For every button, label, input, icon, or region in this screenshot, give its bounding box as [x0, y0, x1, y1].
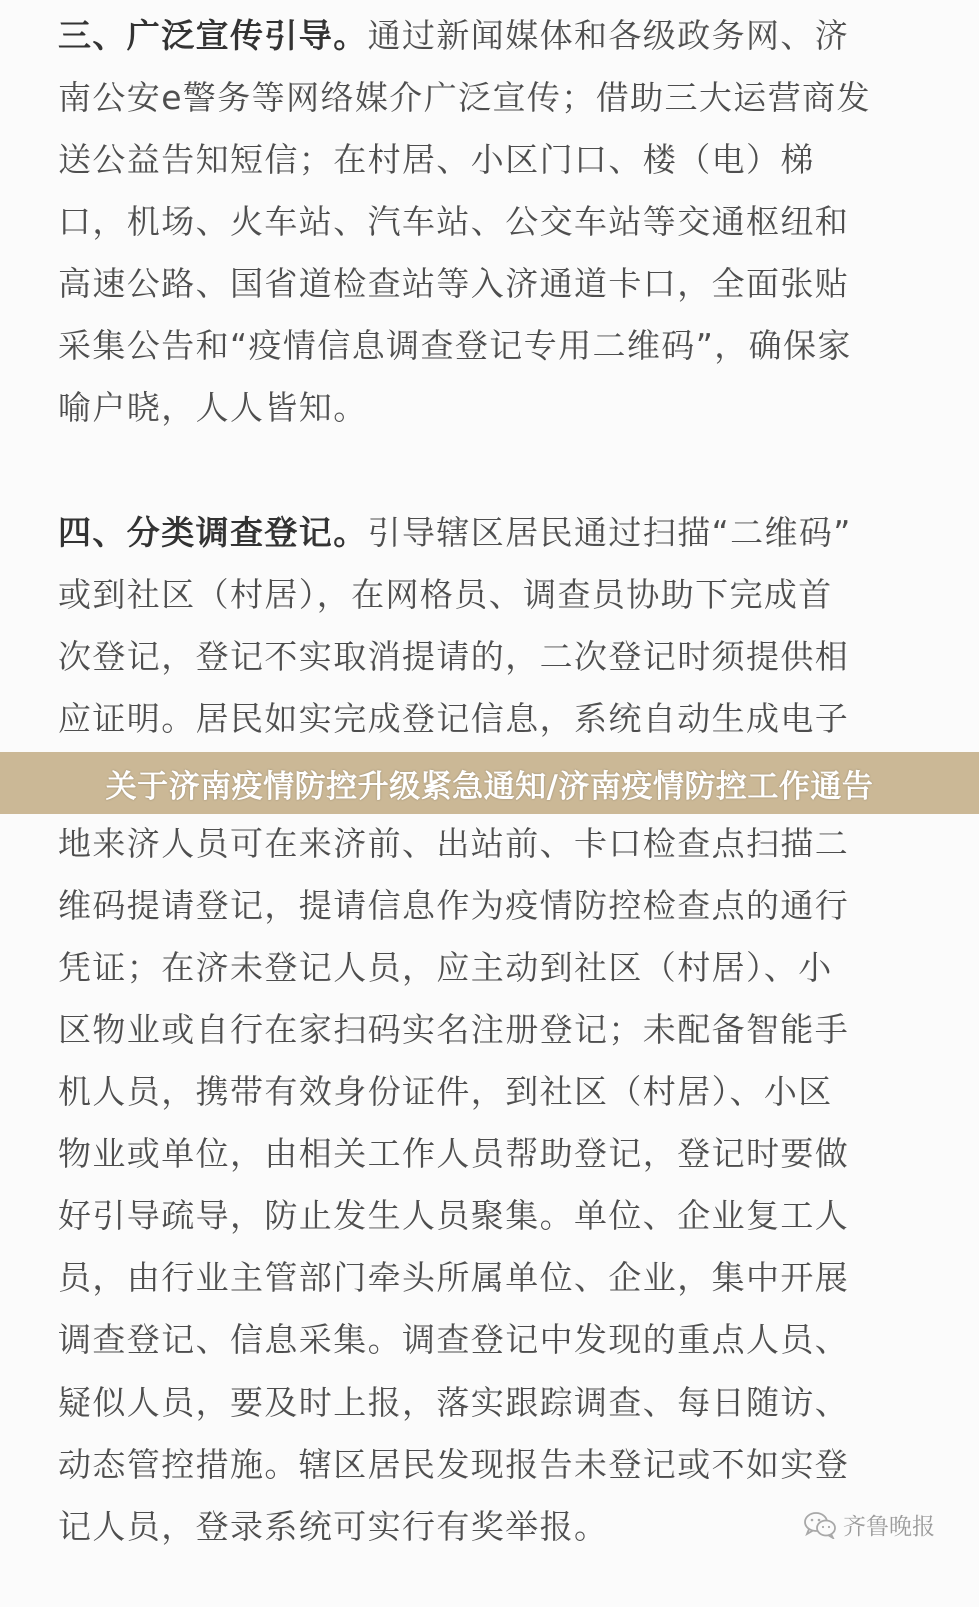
banner-title: 关于济南疫情防控升级紧急通知/济南疫情防控工作通告	[105, 768, 874, 805]
section4-line-10: 物业或单位，由相关工作人员帮助登记，登记时要做	[58, 1134, 850, 1173]
section4-line-7: 凭证；在济未登记人员，应主动到社区（村居）、小	[58, 948, 833, 987]
section4-line-12: 员，由行业主管部门牵头所属单位、企业，集中开展	[58, 1258, 850, 1297]
section3-line-6: 采集公告和“疫情信息调查登记专用二维码”，确保家	[58, 326, 852, 365]
section3-text: 通过新闻媒体和各级政务网、济	[367, 16, 850, 55]
section4-line-14: 疑似人员，要及时上报，落实跟踪调查、每日随访、	[58, 1383, 850, 1422]
section4-line-3: 次登记，登记不实取消提请的，二次登记时须提供相	[58, 637, 850, 676]
section4-line-9: 机人员，携带有效身份证件，到社区（村居）、小区	[58, 1072, 833, 1111]
section3-heading: 三、广泛宣传引导。	[58, 16, 368, 55]
section4-line-8: 区物业或自行在家扫码实名注册登记；未配备智能手	[58, 1010, 850, 1049]
section4-line-4: 应证明。居民如实完成登记信息，系统自动生成电子	[58, 699, 850, 738]
section4-line-16: 记人员，登录系统可实行有奖举报。	[58, 1507, 609, 1546]
section4-line-13: 调查登记、信息采集。调查登记中发现的重点人员、	[58, 1320, 850, 1359]
source-watermark	[803, 1508, 935, 1541]
section4-line-2: 或到社区（村居），在网格员、调查员协助下完成首	[58, 575, 833, 614]
section4-line-11: 好引导疏导，防止发生人员聚集。单位、企业复工人	[58, 1196, 850, 1235]
section3-line-4: 口，机场、火车站、汽车站、公交车站等交通枢纽和	[58, 202, 850, 241]
section3-line-1	[58, 16, 918, 56]
wechat-icon	[803, 1511, 837, 1539]
section4-line-1	[58, 513, 918, 553]
section3-line-2: 南公安e警务等网络媒介广泛宣传；借助三大运营商发	[58, 78, 871, 117]
section4-text: 引导辖区居民通过扫描“二维码”	[367, 513, 852, 552]
section3-line-3: 送公益告知短信；在村居、小区门口、楼（电）梯	[58, 140, 815, 179]
section4-line-15: 动态管控措施。辖区居民发现报告未登记或不如实登	[58, 1445, 850, 1484]
section4-heading: 四、分类调查登记。	[58, 513, 368, 552]
watermark-text: 齐鲁晚报	[843, 1514, 935, 1540]
title-banner	[0, 752, 979, 814]
section3-line-5: 高速公路、国省道检查站等入济通道卡口，全面张贴	[58, 264, 850, 303]
section3-line-7: 喻户晓，人人皆知。	[58, 388, 368, 427]
section4-line-6: 维码提请登记，提请信息作为疫情防控检查点的通行	[58, 886, 850, 925]
section4-line-5: 地来济人员可在来济前、出站前、卡口检查点扫描二	[58, 824, 850, 863]
